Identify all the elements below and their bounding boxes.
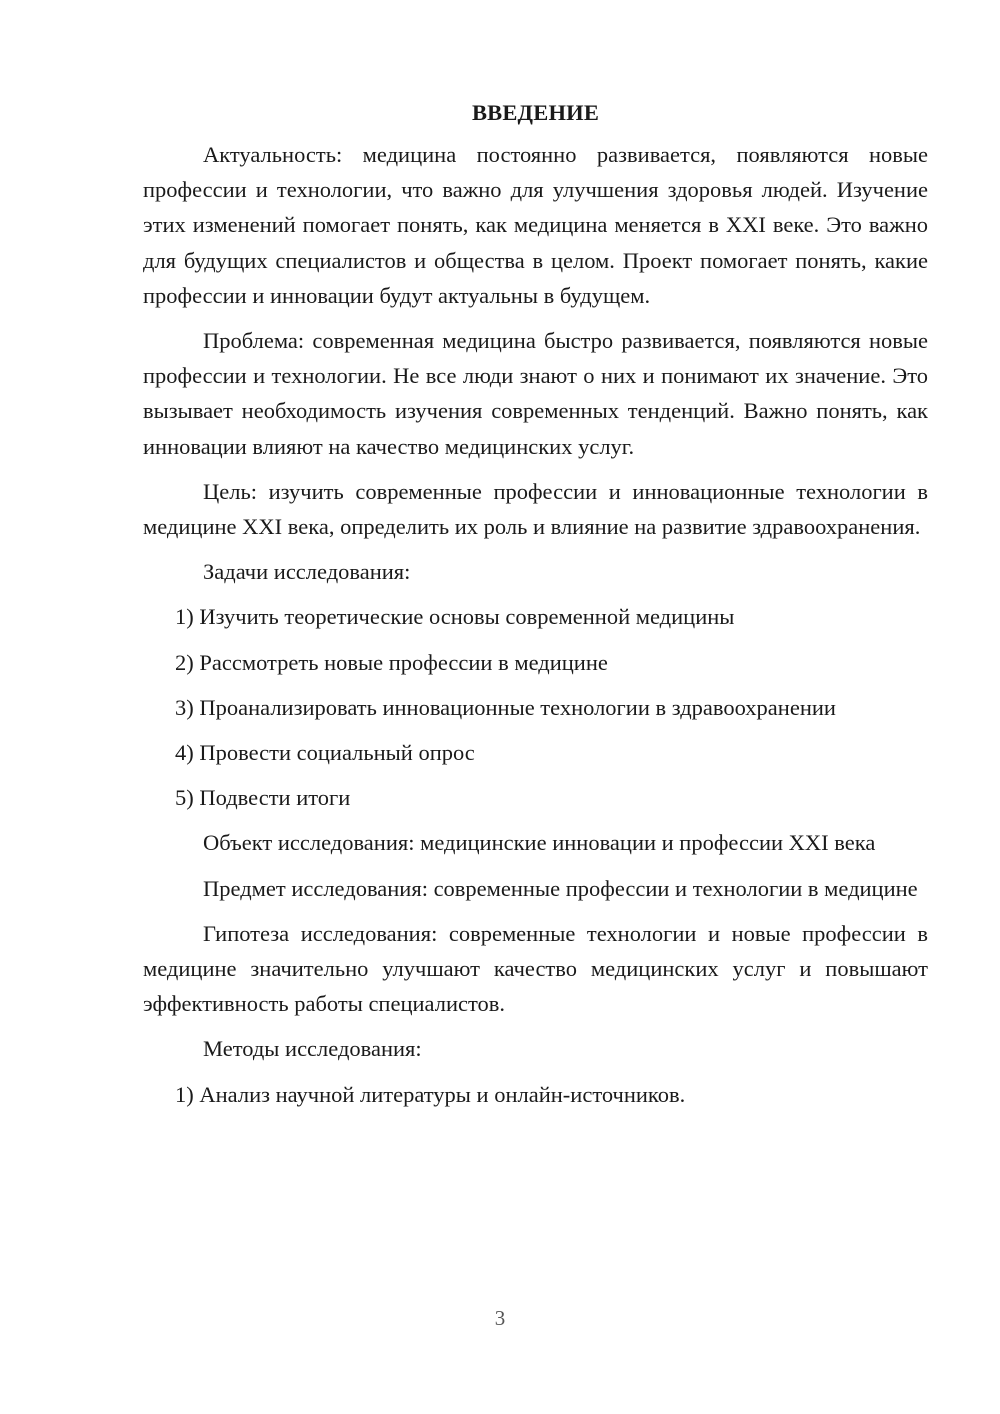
task-item: 2) Рассмотреть новые профессии в медицине xyxy=(175,649,608,675)
problem-paragraph: Проблема: современная медицина быстро развивается, появляются новые профессии и технологии. Не все люди знают о них и понимают их значение. Это вызывает необходимость изучения современных тенденций. Важно понять, как инновации влияют на качество медицинских услуг. xyxy=(143,328,928,459)
subject-paragraph: Предмет исследования: современные профессии и технологии в медицине xyxy=(203,875,918,901)
methods-heading: Методы исследования: xyxy=(203,1036,422,1062)
method-item: 1) Анализ научной литературы и онлайн-источников. xyxy=(175,1081,686,1107)
relevance-paragraph: Актуальность: медицина постоянно развивается, появляются новые профессии и технологии, что важно для улучшения здоровья людей. Изучение этих изменений помогает понять, как медицина меняется в XXI веке. Это важно для будущих специалистов и общества в целом. Проект помогает понять, какие профессии и инновации будут актуальны в будущем. xyxy=(143,142,928,308)
object-paragraph: Объект исследования: медицинские инновации и профессии XXI века xyxy=(203,830,876,856)
hypothesis-paragraph: Гипотеза исследования: современные технологии и новые профессии в медицине значительно улучшают качество медицинских услуг и повышают эффективность работы специалистов. xyxy=(143,920,928,1017)
task-item: 4) Провести социальный опрос xyxy=(175,740,475,766)
task-item: 1) Изучить теоретические основы современной медицины xyxy=(175,604,735,630)
tasks-heading: Задачи исследования: xyxy=(203,559,411,585)
document-page xyxy=(143,95,928,1122)
task-item: 3) Проанализировать инновационные технологии в здравоохранении xyxy=(175,694,836,720)
page-number: 3 xyxy=(494,1306,506,1330)
methods-list xyxy=(143,1077,928,1112)
section-title: ВВЕДЕНИЕ xyxy=(471,100,600,125)
tasks-list xyxy=(143,599,928,815)
goal-paragraph: Цель: изучить современные профессии и инновационные технологии в медицине XXI века, определить их роль и влияние на развитие здравоохранения. xyxy=(143,478,928,540)
task-item: 5) Подвести итоги xyxy=(175,785,351,811)
